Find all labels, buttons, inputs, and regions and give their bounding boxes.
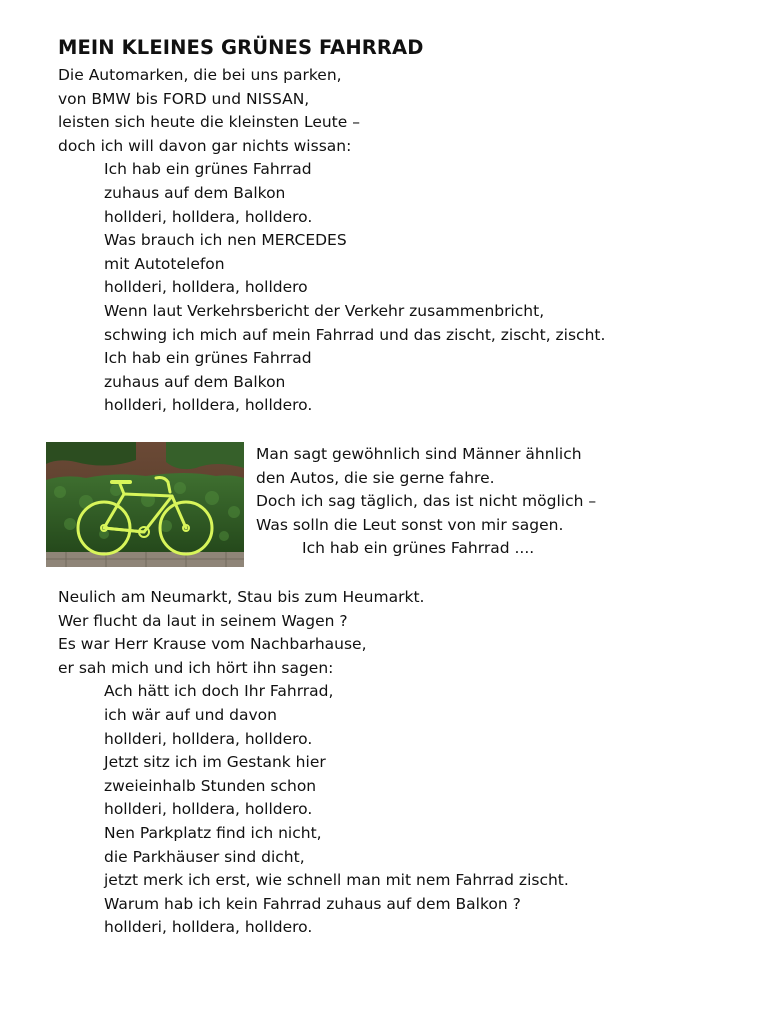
- refrain-line: schwing ich mich auf mein Fahrrad und das zischt, zischt, zischt.: [104, 325, 606, 344]
- text-line: Es war Herr Krause vom Nachbarhause,: [58, 635, 367, 654]
- refrain-line: zuhaus auf dem Balkon: [104, 183, 286, 202]
- refrain-line: mit Autotelefon: [104, 254, 225, 273]
- text-line: leisten sich heute die kleinsten Leute –: [58, 113, 360, 132]
- text-line: von BMW bis FORD und NISSAN,: [58, 89, 310, 108]
- text-line: Was solln die Leut sonst von mir sagen.: [256, 515, 564, 534]
- refrain-line: Ach hätt ich doch Ihr Fahrrad,: [104, 682, 334, 701]
- text-line: Man sagt gewöhnlich sind Männer ähnlich: [256, 445, 582, 463]
- refrain-line: hollderi, holldera, holldero.: [104, 207, 313, 226]
- text-line: doch ich will davon gar nichts wissan:: [58, 136, 352, 155]
- text-line: Wer flucht da laut in seinem Wagen ?: [58, 611, 348, 630]
- refrain-line: Warum hab ich kein Fahrrad zuhaus auf dem Balkon ?: [104, 894, 521, 913]
- text-line: Die Automarken, die bei uns parken,: [58, 66, 342, 84]
- text-line: den Autos, die sie gerne fahre.: [256, 468, 495, 487]
- stanza-2: [256, 443, 596, 561]
- refrain-line: zuhaus auf dem Balkon: [104, 372, 286, 391]
- refrain-line: Ich hab ein grünes Fahrrad ....: [302, 539, 535, 558]
- refrain-line: die Parkhäuser sind dicht,: [104, 847, 305, 866]
- refrain-line: jetzt merk ich erst, wie schnell man mit nem Fahrrad zischt.: [104, 871, 569, 890]
- song-title: MEIN KLEINES GRÜNES FAHRRAD: [58, 36, 424, 59]
- refrain-line: Jetzt sitz ich im Gestank hier: [104, 753, 326, 772]
- refrain-line: Ich hab ein grünes Fahrrad: [104, 160, 312, 179]
- refrain-line: hollderi, holldera, holldero: [104, 278, 308, 297]
- stanza-1: [58, 64, 605, 418]
- stanza-3: [58, 586, 569, 940]
- text-line: Neulich am Neumarkt, Stau bis zum Heumarkt.: [58, 588, 425, 606]
- refrain-line: hollderi, holldera, holldero.: [104, 918, 313, 937]
- refrain-line: hollderi, holldera, holldero.: [104, 396, 313, 415]
- text-line: Doch ich sag täglich, das ist nicht möglich –: [256, 492, 597, 511]
- refrain-line: Ich hab ein grünes Fahrrad: [104, 349, 312, 368]
- refrain-line: zweieinhalb Stunden schon: [104, 776, 317, 795]
- refrain-line: hollderi, holldera, holldero.: [104, 800, 313, 819]
- text-line: er sah mich und ich hört ihn sagen:: [58, 658, 334, 677]
- refrain-line: Was brauch ich nen MERCEDES: [104, 231, 347, 250]
- refrain-line: Nen Parkplatz find ich nicht,: [104, 823, 322, 842]
- refrain-line: ich wär auf und davon: [104, 705, 277, 724]
- green-bicycle-photo-icon: [46, 442, 244, 567]
- refrain-line: hollderi, holldera, holldero.: [104, 729, 313, 748]
- refrain-line: Wenn laut Verkehrsbericht der Verkehr zusammenbricht,: [104, 301, 545, 320]
